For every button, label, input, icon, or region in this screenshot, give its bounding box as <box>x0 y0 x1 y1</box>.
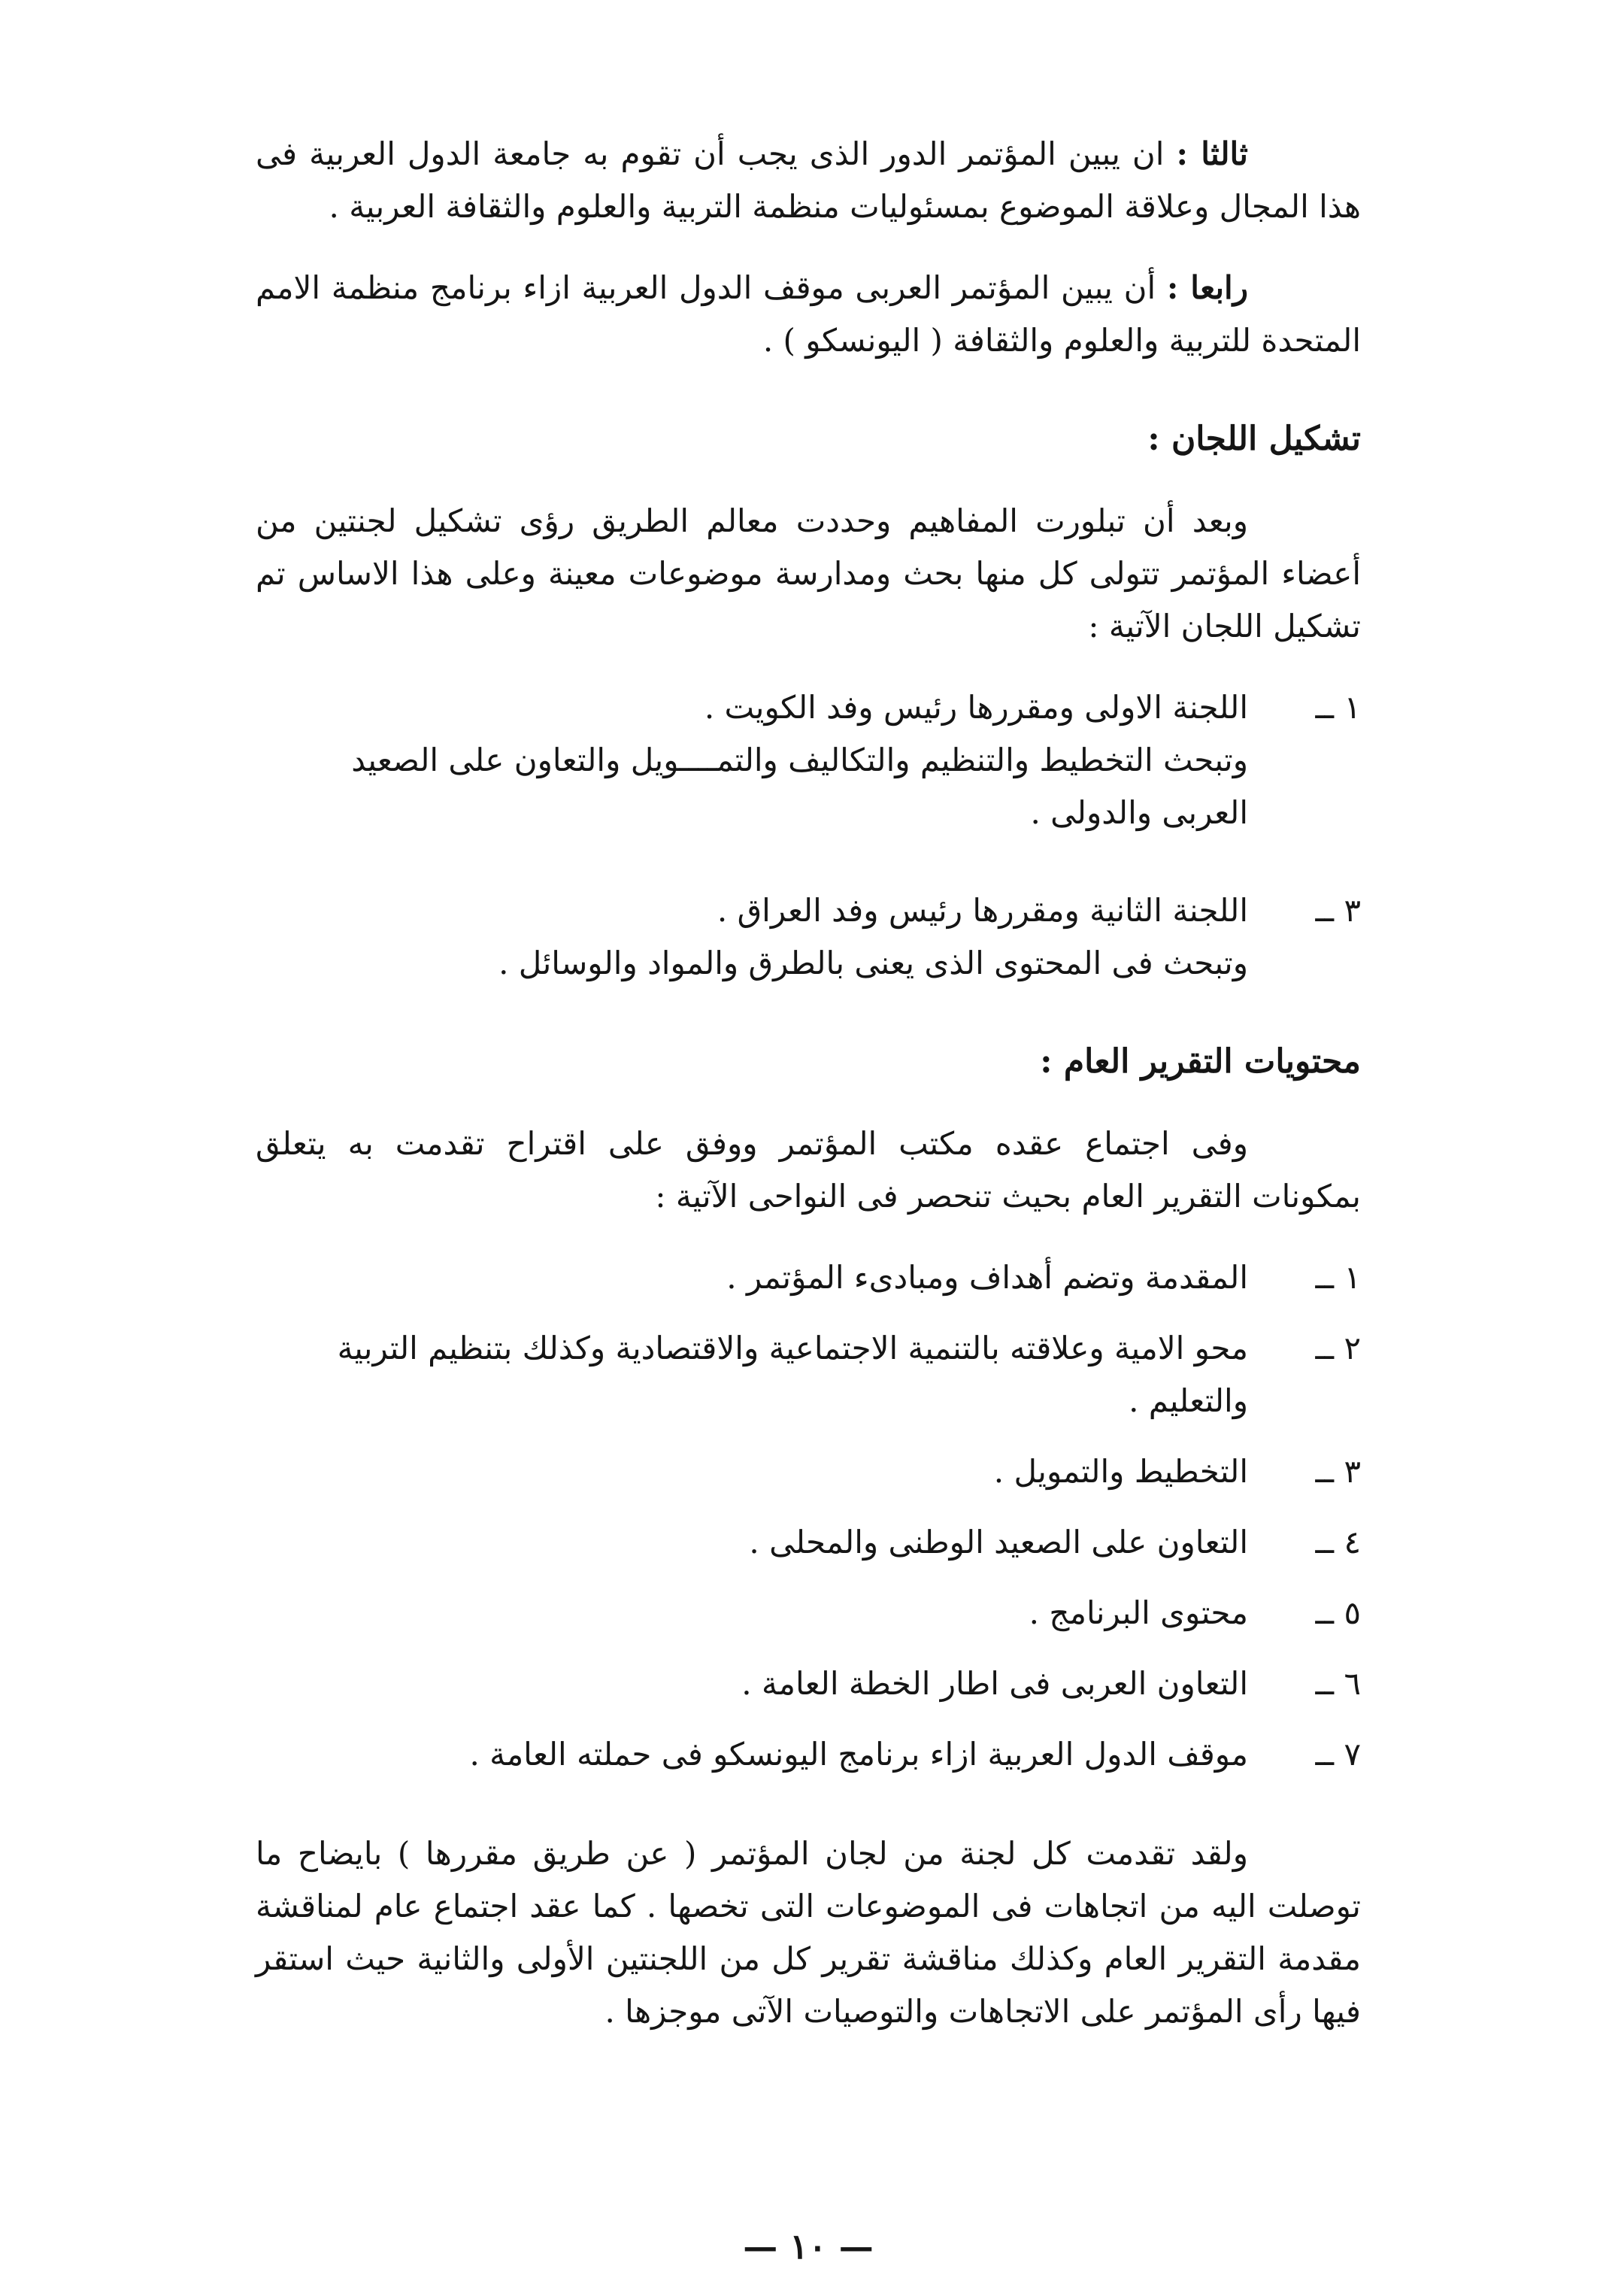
list-item-number: ٤ ــ <box>1315 1524 1361 1560</box>
committee-title: اللجنة الثانية ومقررها رئيس وفد العراق . <box>717 892 1248 929</box>
list-item-number: ٢ ــ <box>1315 1330 1361 1366</box>
point-third-label: ثالثا : <box>1176 135 1249 172</box>
committees-paragraph <box>256 495 1361 653</box>
list-item <box>256 1728 1361 1781</box>
committee-description: وتبحث التخطيط والتنظيم والتكاليف والتمــــويل والتعاون على الصعيد العربى والدولى . <box>351 742 1248 831</box>
point-third-text: ان يبين المؤتمر الدور الذى يجب أن تقوم به جامعة الدول العربية فى هذا المجال وعلاقة الموضوع بمسئوليات منظمة التربية والعلوم والثقافة العربية . <box>256 135 1361 225</box>
list-item-text: التعاون على الصعيد الوطنى والمحلى . <box>749 1524 1248 1560</box>
report-contents-heading: محتويات التقرير العام : <box>1040 1042 1361 1081</box>
list-item-text: محو الامية وعلاقته بالتنمية الاجتماعية والاقتصادية وكذلك بتنظيم التربية والتعليم . <box>337 1330 1248 1419</box>
point-third-paragraph <box>256 128 1361 233</box>
committees-paragraph-text: وبعد أن تبلورت المفاهيم وحددت معالم الطريق رؤى تشكيل لجنتين من أعضاء المؤتمر تتولى كل منها بحث ومدارسة موضوعات معينة وعلى هذا الاساس تم تشكيل اللجان الآتية : <box>256 502 1361 645</box>
list-item-number: ١ ــ <box>1315 1259 1361 1296</box>
committee-number: ١ ــ <box>1315 689 1361 726</box>
report-contents-list <box>256 1251 1361 1781</box>
list-item-number: ٥ ــ <box>1315 1594 1361 1631</box>
report-paragraph-text: وفى اجتماع عقده مكتب المؤتمر ووفق على اقتراح تقدمت به يتعلق بمكونات التقرير العام بحيث تنحصر فى النواحى الآتية : <box>256 1125 1361 1215</box>
committee-item <box>256 884 1361 990</box>
list-item-text: موقف الدول العربية ازاء برنامج اليونسكو فى حملته العامة . <box>469 1736 1248 1773</box>
list-item <box>256 1587 1361 1639</box>
list-item <box>256 1445 1361 1498</box>
committees-heading: تشكيل اللجان : <box>1147 420 1361 458</box>
list-item-number: ٧ ــ <box>1315 1736 1361 1773</box>
committee-number: ٣ ــ <box>1315 892 1361 929</box>
point-fourth-paragraph <box>256 262 1361 367</box>
list-item <box>256 1516 1361 1569</box>
list-item-number: ٣ ــ <box>1315 1453 1361 1490</box>
closing-paragraph <box>256 1827 1361 2038</box>
list-item <box>256 1251 1361 1304</box>
committee-item <box>256 681 1361 839</box>
list-item <box>256 1658 1361 1710</box>
point-fourth-label: رابعا : <box>1166 269 1248 306</box>
list-item <box>256 1322 1361 1427</box>
list-item-text: محتوى البرنامج . <box>1029 1594 1248 1631</box>
page-number: — ١٠ — <box>743 2226 874 2267</box>
list-item-text: المقدمة وتضم أهداف ومبادىء المؤتمر . <box>726 1259 1248 1296</box>
list-item-text: التعاون العربى فى اطار الخطة العامة . <box>741 1665 1248 1702</box>
document-page <box>256 128 1361 2267</box>
closing-paragraph-text: ولقد تقدمت كل لجنة من لجان المؤتمر ( عن طريق مقررها ) بايضاح ما توصلت اليه من اتجاهات فى الموضوعات التى تخصها . كما عقد اجتماع عام لمناقشة مقدمة التقرير العام وكذلك مناقشة تقرير كل من اللجنتين الأولى والثانية حيث استقر فيها رأى المؤتمر على الاتجاهات والتوصيات الآتى موجزها . <box>256 1835 1361 2030</box>
list-item-number: ٦ ــ <box>1315 1665 1361 1702</box>
committee-title: اللجنة الاولى ومقررها رئيس وفد الكويت . <box>704 689 1248 726</box>
point-fourth-text: أن يبين المؤتمر العربى موقف الدول العربية ازاء برنامج منظمة الامم المتحدة للتربية والعلوم والثقافة ( اليونسكو ) . <box>256 269 1361 359</box>
committee-description: وتبحث فى المحتوى الذى يعنى بالطرق والمواد والوسائل . <box>498 945 1248 981</box>
report-paragraph <box>256 1118 1361 1223</box>
list-item-text: التخطيط والتمويل . <box>993 1453 1248 1490</box>
